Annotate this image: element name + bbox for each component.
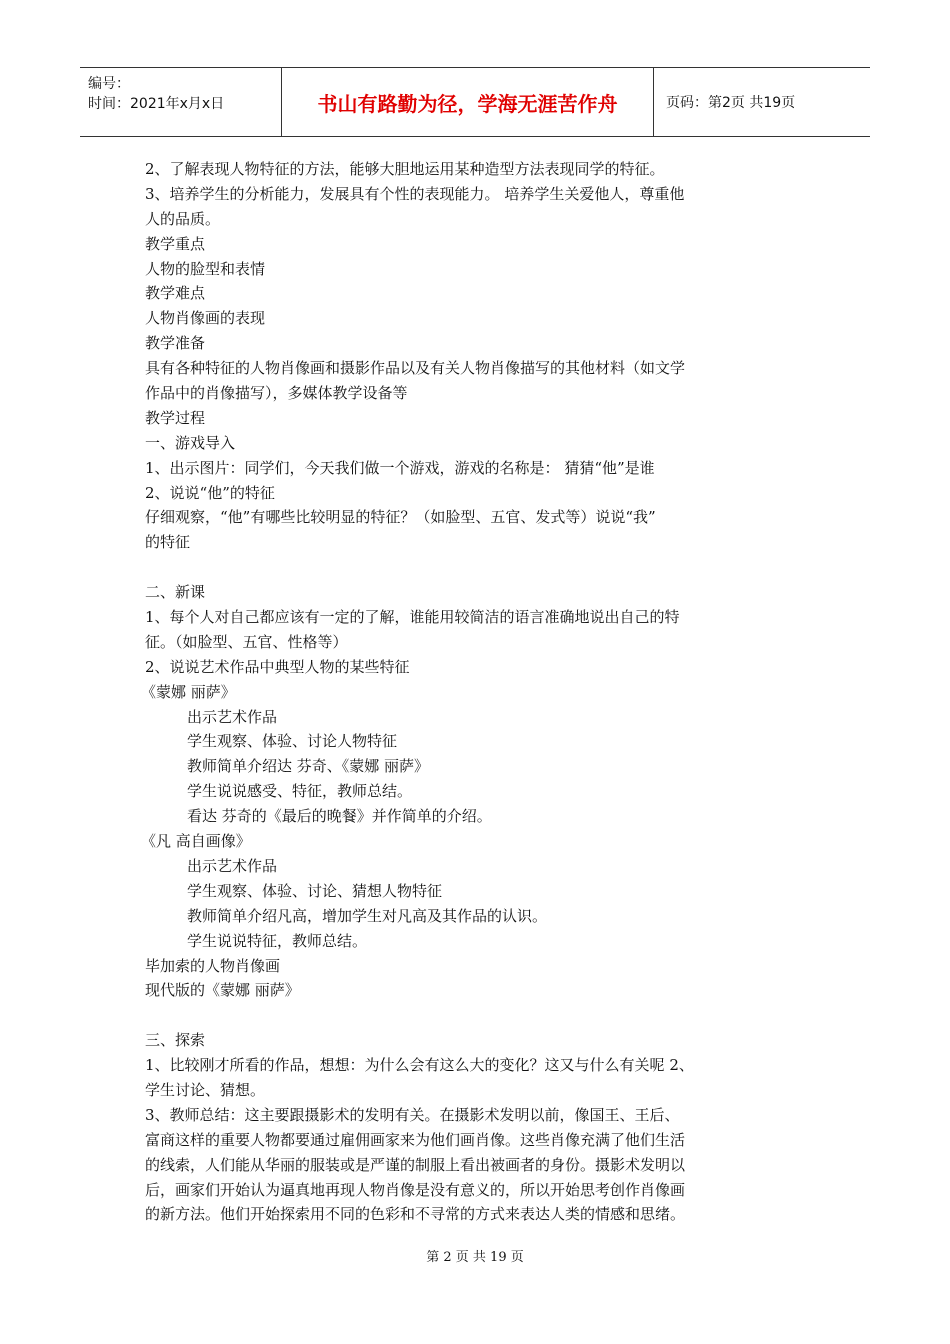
text-line: 仔细观察，“他”有哪些比较明显的特征？（如脸型、五官、发式等）说说“我” [145, 508, 656, 527]
text-line: 学生说说特征，教师总结。 [187, 931, 368, 950]
text-line: 的新方法。他们开始探索用不同的色彩和不寻常的方式来表达人类的情感和思绪。 [145, 1205, 686, 1224]
text-line: 富商这样的重要人物都要通过雇佣画家来为他们画肖像。这些肖像充满了他们生活 [145, 1130, 686, 1149]
text-line: 人的品质。 [145, 209, 221, 228]
section-heading: 二、新课 [145, 583, 206, 602]
text-line: 学生观察、体验、讨论、猜想人物特征 [187, 881, 443, 900]
page-header [80, 67, 870, 137]
artwork-title: 《蒙娜 丽萨》 [141, 682, 236, 701]
section-heading: 一、游戏导入 [145, 433, 236, 452]
header-page-info: 页码：第2页 共19页 [666, 95, 796, 111]
blank-line [145, 1003, 755, 1028]
page-footer: 第 2 页 共 19 页 [426, 1250, 524, 1265]
text-line: 学生讨论、猜想。 [145, 1080, 266, 1099]
text-line: 1、每个人对自己都应该有一定的了解，谁能用较简洁的语言准确地说出自己的特 [145, 608, 680, 627]
section-heading: 教学准备 [145, 334, 206, 353]
text-line: 教师简单介绍达 芬奇、《蒙娜 丽萨》 [187, 757, 430, 776]
text-line: 2、说说“他”的特征 [145, 483, 275, 502]
text-line: 教师简单介绍凡高，增加学生对凡高及其作品的认识。 [187, 906, 548, 925]
blank-line [145, 555, 755, 580]
document-body [141, 157, 755, 1227]
text-line: 征。（如脸型、五官、性格等） [145, 632, 348, 651]
text-line: 人物肖像画的表现 [145, 309, 266, 328]
text-line: 看达 芬奇的《最后的晚餐》并作简单的介绍。 [187, 807, 492, 826]
text-line: 作品中的肖像描写），多媒体教学设备等 [145, 384, 408, 403]
text-line: 人物的脸型和表情 [145, 259, 266, 278]
text-line: 1、出示图片：同学们，今天我们做一个游戏，游戏的名称是： 猜猜“他”是谁 [145, 458, 655, 477]
header-meta [80, 68, 282, 136]
text-line: 具有各种特征的人物肖像画和摄影作品以及有关人物肖像描写的其他材料（如文学 [145, 359, 686, 378]
text-line: 学生观察、体验、讨论人物特征 [187, 732, 398, 751]
number-label: 编号： [88, 76, 130, 92]
text-line: 的特征 [145, 533, 191, 552]
text-line: 的线索，人们能从华丽的服装或是严谨的制服上看出被画者的身份。摄影术发明以 [145, 1155, 686, 1174]
text-line: 出示艺术作品 [187, 707, 278, 726]
text-line: 学生说说感受、特征，教师总结。 [187, 782, 413, 801]
text-line: 2、说说艺术作品中典型人物的某些特征 [145, 657, 410, 676]
section-heading: 教学难点 [145, 284, 206, 303]
section-heading: 三、探索 [145, 1031, 206, 1050]
artwork-title: 《凡 高自画像》 [141, 832, 251, 851]
section-heading: 教学重点 [145, 234, 206, 253]
header-motto: 书山有路勤为径，学海无涯苦作舟 [282, 68, 654, 136]
time-label: 时间：2021年x月x日 [88, 96, 225, 112]
text-line: 出示艺术作品 [187, 856, 278, 875]
text-line: 1、比较刚才所看的作品，想想：为什么会有这么大的变化？这又与什么有关呢 2、 [145, 1056, 694, 1075]
text-line: 毕加索的人物肖像画 [145, 956, 281, 975]
section-heading: 教学过程 [145, 408, 206, 427]
text-line: 2、了解表现人物特征的方法，能够大胆地运用某种造型方法表现同学的特征。 [145, 160, 665, 178]
text-line: 后，画家们开始认为逼真地再现人物肖像是没有意义的，所以开始思考创作肖像画 [145, 1180, 686, 1199]
text-line: 3、教师总结：这主要跟摄影术的发明有关。在摄影术发明以前，像国王、王后、 [145, 1105, 680, 1124]
text-line: 3、培养学生的分析能力，发展具有个性的表现能力。 培养学生关爱他人，尊重他 [145, 184, 685, 203]
text-line: 现代版的《蒙娜 丽萨》 [145, 981, 300, 1000]
